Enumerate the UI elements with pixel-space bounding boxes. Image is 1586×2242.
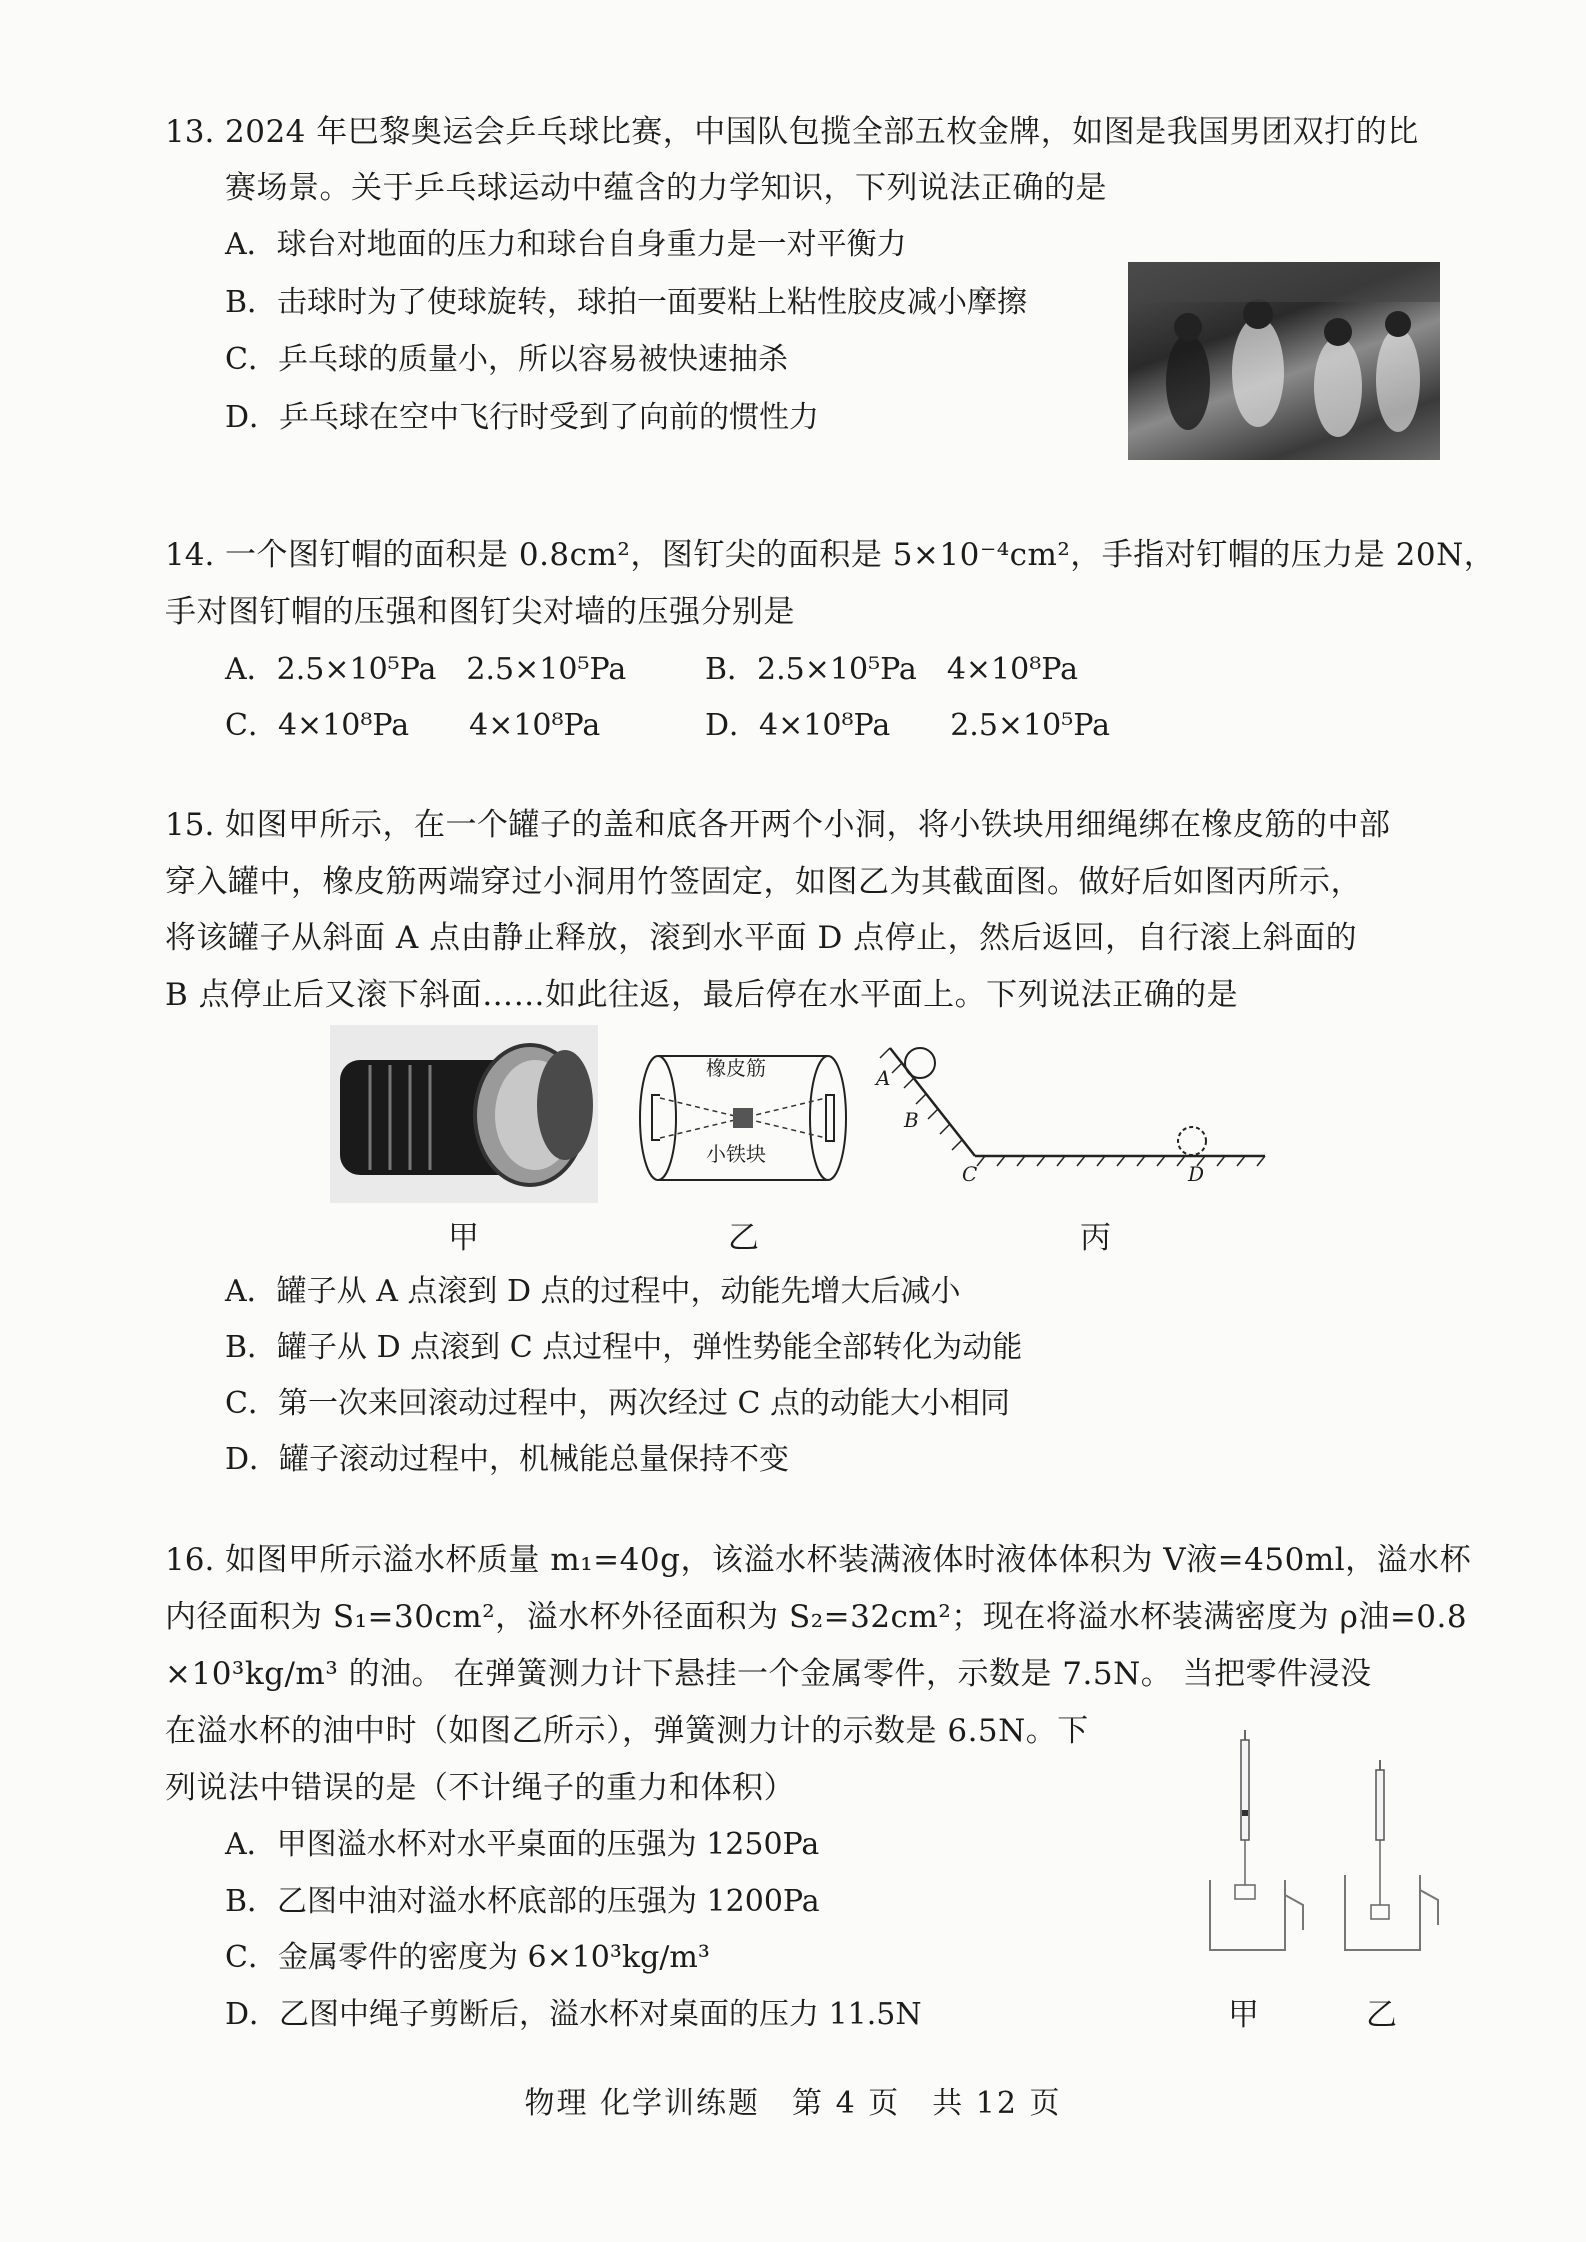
option-d: D．罐子滚动过程中，机械能总量保持不变 <box>225 1442 790 1477</box>
question-stem: 如图甲所示溢水杯质量 m₁=40g，该溢水杯装满液体时液体体积为 V液=450ml，溢水杯 <box>225 1542 1472 1578</box>
option-b: B．2.5×10⁵Pa 4×10⁸Pa <box>705 652 1078 687</box>
question-stem: 穿入罐中，橡皮筋两端穿过小洞用竹签固定，如图乙为其截面图。做好后如图丙所示， <box>165 864 1362 900</box>
figure-jia-can-photo <box>330 1025 598 1203</box>
option-a: A．2.5×10⁵Pa 2.5×10⁵Pa <box>225 652 627 687</box>
question-number: 16. <box>165 1542 215 1578</box>
page-footer: 物理 化学训练题 第 4 页 共 12 页 <box>524 2086 1062 2121</box>
question-number: 15. <box>165 807 215 843</box>
question-stem: 如图甲所示，在一个罐子的盖和底各开两个小洞，将小铁块用细绳绑在橡皮筋的中部 <box>225 807 1391 843</box>
caption-bing: 丙 <box>1080 1220 1111 1256</box>
question-stem: 内径面积为 S₁=30cm²，溢水杯外径面积为 S₂=32cm²；现在将溢水杯装满密度为 ρ油=0.8 <box>165 1599 1468 1635</box>
label-point-d: D <box>1188 1162 1205 1186</box>
table-tennis-photo <box>1128 262 1440 460</box>
option-c: C．乒乓球的质量小，所以容易被快速抽杀 <box>225 342 788 377</box>
question-stem: 一个图钉帽的面积是 0.8cm²，图钉尖的面积是 5×10⁻⁴cm²，手指对钉帽的压力是 20N， <box>225 537 1496 573</box>
question-number: 14. <box>165 537 215 573</box>
caption-jia: 甲 <box>448 1220 479 1256</box>
figure-yi-cross-section <box>638 1040 853 1195</box>
label-rubber-band: 橡皮筋 <box>706 1056 766 1080</box>
question-stem: 赛场景。关于乒乓球运动中蕴含的力学知识，下列说法正确的是 <box>225 170 1107 206</box>
option-b: B．乙图中油对溢水杯底部的压强为 1200Pa <box>225 1884 820 1919</box>
caption-jia: 甲 <box>1228 1997 1259 2033</box>
question-stem: 列说法中错误的是（不计绳子的重力和体积） <box>165 1770 795 1806</box>
option-c: C．第一次来回滚动过程中，两次经过 C 点的动能大小相同 <box>225 1386 1010 1421</box>
option-d: D．乒乓球在空中飞行时受到了向前的惯性力 <box>225 400 820 435</box>
option-b: B．罐子从 D 点滚到 C 点过程中，弹性势能全部转化为动能 <box>225 1330 1023 1365</box>
option-b: B．击球时为了使球旋转，球拍一面要粘上粘性胶皮减小摩擦 <box>225 285 1028 320</box>
question-stem: ×10³kg/m³ 的油。 在弹簧测力计下悬挂一个金属零件，示数是 7.5N。 当把零件浸没 <box>165 1656 1372 1692</box>
label-point-b: B <box>904 1108 919 1132</box>
option-c: C．金属零件的密度为 6×10³kg/m³ <box>225 1940 710 1975</box>
figure-bing-ramp <box>870 1038 1270 1208</box>
question-stem: 2024 年巴黎奥运会乒乓球比赛，中国队包揽全部五枚金牌，如图是我国男团双打的比 <box>225 114 1419 150</box>
option-d: D．4×10⁸Pa 2.5×10⁵Pa <box>705 708 1110 743</box>
label-iron-block: 小铁块 <box>706 1142 766 1166</box>
caption-yi: 乙 <box>1366 1997 1397 2033</box>
option-d: D．乙图中绳子剪断后，溢水杯对桌面的压力 11.5N <box>225 1997 922 2032</box>
question-number: 13. <box>165 114 215 150</box>
question-stem: 手对图钉帽的压强和图钉尖对墙的压强分别是 <box>165 594 795 630</box>
label-point-c: C <box>962 1162 978 1186</box>
caption-yi: 乙 <box>728 1220 759 1256</box>
label-point-a: A <box>876 1066 891 1090</box>
option-a: A．甲图溢水杯对水平桌面的压强为 1250Pa <box>225 1827 820 1862</box>
option-a: A．罐子从 A 点滚到 D 点的过程中，动能先增大后减小 <box>225 1274 961 1309</box>
figure-overflow-cups <box>1195 1710 1445 1960</box>
question-stem: B 点停止后又滚下斜面……如此往返，最后停在水平面上。下列说法正确的是 <box>165 977 1239 1013</box>
question-stem: 在溢水杯的油中时（如图乙所示），弹簧测力计的示数是 6.5N。下 <box>165 1713 1089 1749</box>
option-c: C．4×10⁸Pa 4×10⁸Pa <box>225 708 601 743</box>
option-a: A．球台对地面的压力和球台自身重力是一对平衡力 <box>225 227 907 262</box>
question-stem: 将该罐子从斜面 A 点由静止释放，滚到水平面 D 点停止，然后返回，自行滚上斜面的 <box>165 920 1358 956</box>
